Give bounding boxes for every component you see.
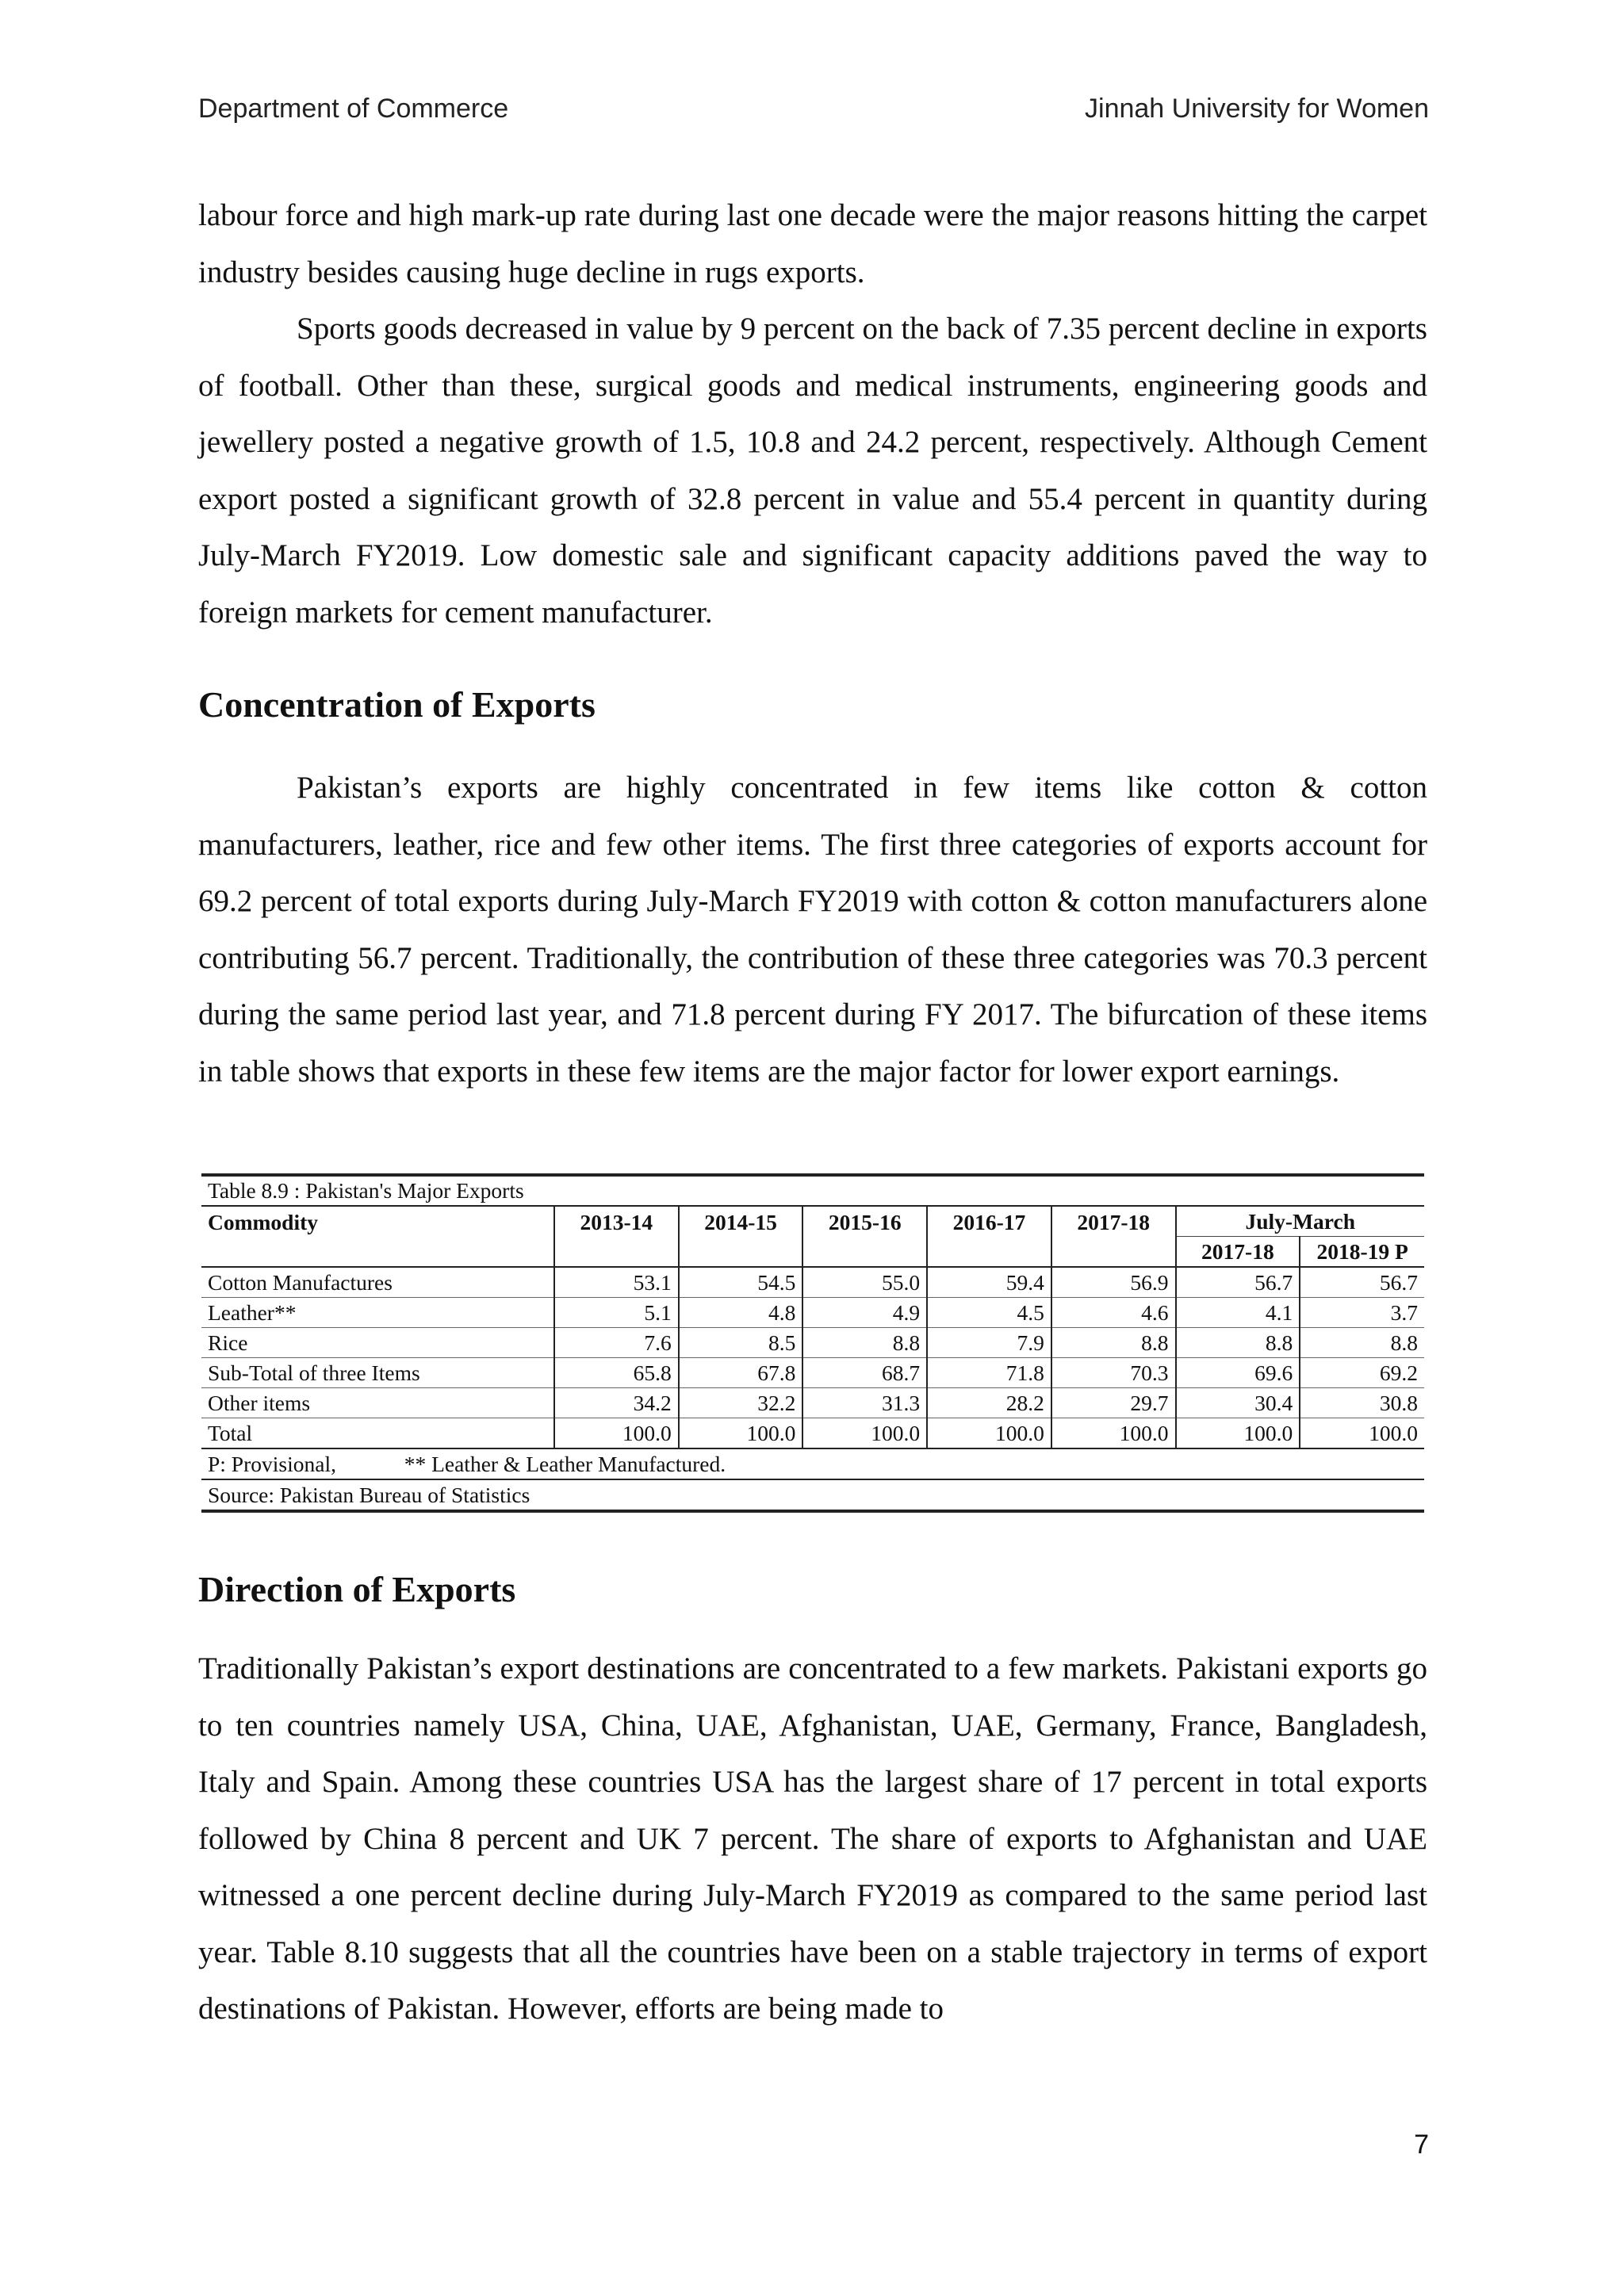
year-header: 2014-15 <box>679 1206 803 1267</box>
cell: 71.8 <box>927 1358 1051 1388</box>
heading-direction: Direction of Exports <box>198 1569 516 1609</box>
heading-concentration: Concentration of Exports <box>198 684 596 725</box>
cell: 67.8 <box>679 1358 803 1388</box>
page-number: 7 <box>1414 2130 1429 2160</box>
major-exports-table <box>201 1173 1424 1513</box>
cell: 4.9 <box>802 1298 927 1328</box>
table-row <box>201 1298 1424 1328</box>
cell: 30.4 <box>1176 1388 1300 1418</box>
cell: 100.0 <box>1300 1418 1424 1449</box>
cell: 4.6 <box>1051 1298 1176 1328</box>
table-note <box>201 1448 1424 1479</box>
subyear-header: 2018-19 P <box>1300 1237 1424 1268</box>
row-label: Total <box>201 1418 554 1449</box>
note-provisional: P: Provisional, <box>208 1451 336 1476</box>
cell: 55.0 <box>802 1267 927 1298</box>
cell: 100.0 <box>1051 1418 1176 1449</box>
cell: 53.1 <box>554 1267 679 1298</box>
paragraph-concentration: Pakistan’s exports are highly concentrated in few items like cotton & cotton manufacturers, leather, rice and few other items. The first three categories of exports account for 69.2 percent of total exports during July-March FY2019 with cotton & cotton manufacturers alone contributing 56.7 percent. Traditionally, the contribution of these three categories was 70.3 percent during the same period last year, and 71.8 percent during FY 2017. The bifurcation of these items in table shows that exports in these few items are the major factor for lower export earnings. <box>198 771 1427 1089</box>
cell: 7.6 <box>554 1328 679 1358</box>
table-source: Source: Pakistan Bureau of Statistics <box>201 1479 1424 1511</box>
row-label: Sub-Total of three Items <box>201 1358 554 1388</box>
table-row-subtotal <box>201 1358 1424 1388</box>
cell: 68.7 <box>802 1358 927 1388</box>
cell: 8.5 <box>679 1328 803 1358</box>
header-university: Jinnah University for Women <box>1085 94 1429 124</box>
cell: 34.2 <box>554 1388 679 1418</box>
cell: 70.3 <box>1051 1358 1176 1388</box>
cell: 56.7 <box>1176 1267 1300 1298</box>
cell: 69.6 <box>1176 1358 1300 1388</box>
cell: 4.5 <box>927 1298 1051 1328</box>
row-label: Leather** <box>201 1298 554 1328</box>
cell: 100.0 <box>554 1418 679 1449</box>
cell: 54.5 <box>679 1267 803 1298</box>
cell: 7.9 <box>927 1328 1051 1358</box>
header-department: Department of Commerce <box>198 94 509 124</box>
cell: 65.8 <box>554 1358 679 1388</box>
table-row <box>201 1267 1424 1298</box>
cell: 32.2 <box>679 1388 803 1418</box>
cell: 31.3 <box>802 1388 927 1418</box>
row-label: Cotton Manufactures <box>201 1267 554 1298</box>
table-row <box>201 1388 1424 1418</box>
row-label: Other items <box>201 1388 554 1418</box>
cell: 28.2 <box>927 1388 1051 1418</box>
cell: 100.0 <box>802 1418 927 1449</box>
table-row <box>201 1328 1424 1358</box>
cell: 100.0 <box>679 1418 803 1449</box>
year-header: 2013-14 <box>554 1206 679 1267</box>
row-label: Rice <box>201 1328 554 1358</box>
year-header: 2017-18 <box>1051 1206 1176 1267</box>
cell: 3.7 <box>1300 1298 1424 1328</box>
cell: 4.8 <box>679 1298 803 1328</box>
cell: 69.2 <box>1300 1358 1424 1388</box>
subyear-header: 2017-18 <box>1176 1237 1300 1268</box>
cell: 59.4 <box>927 1267 1051 1298</box>
cell: 56.7 <box>1300 1267 1424 1298</box>
paragraph-direction: Traditionally Pakistan’s export destinations are concentrated to a few markets. Pakistani exports go to ten countries namely USA, China, UAE, Afghanistan, UAE, Germany, France, Bangladesh, Italy and Spain. Among these countries USA has the largest share of 17 percent in total exports followed by China 8 percent and UK 7 percent. The share of exports to Afghanistan and UAE witnessed a one percent decline during July-March FY2019 as compared to the same period last year. Table 8.10 suggests that all the countries have been on a stable trajectory in terms of export destinations of Pakistan. However, efforts are being made to <box>198 1651 1427 2026</box>
july-march-header: July-March <box>1176 1206 1424 1237</box>
table-row-total <box>201 1418 1424 1449</box>
cell: 5.1 <box>554 1298 679 1328</box>
table-title: Table 8.9 : Pakistan's Major Exports <box>201 1177 1424 1206</box>
paragraph-sports-goods: Sports goods decreased in value by 9 percent on the back of 7.35 percent decline in exports of football. Other than these, surgical goods and medical instruments, engineering goods and jewellery posted a negative growth of 1.5, 10.8 and 24.2 percent, respectively. Although Cement export posted a significant growth of 32.8 percent in value and 55.4 percent in quantity during July-March FY2019. Low domestic sale and significant capacity additions paved the way to foreign markets for cement manufacturer. <box>198 312 1427 629</box>
year-header: 2015-16 <box>802 1206 927 1267</box>
cell: 100.0 <box>1176 1418 1300 1449</box>
cell: 56.9 <box>1051 1267 1176 1298</box>
cell: 8.8 <box>802 1328 927 1358</box>
cell: 29.7 <box>1051 1388 1176 1418</box>
cell: 4.1 <box>1176 1298 1300 1328</box>
cell: 8.8 <box>1300 1328 1424 1358</box>
cell: 100.0 <box>927 1418 1051 1449</box>
commodity-header: Commodity <box>201 1206 554 1267</box>
note-leather: ** Leather & Leather Manufactured. <box>404 1451 726 1476</box>
cell: 8.8 <box>1176 1328 1300 1358</box>
cell: 30.8 <box>1300 1388 1424 1418</box>
year-header: 2016-17 <box>927 1206 1051 1267</box>
paragraph-carpet: labour force and high mark-up rate during last one decade were the major reasons hitting the carpet industry besides causing huge decline in rugs exports. <box>198 198 1427 289</box>
cell: 8.8 <box>1051 1328 1176 1358</box>
